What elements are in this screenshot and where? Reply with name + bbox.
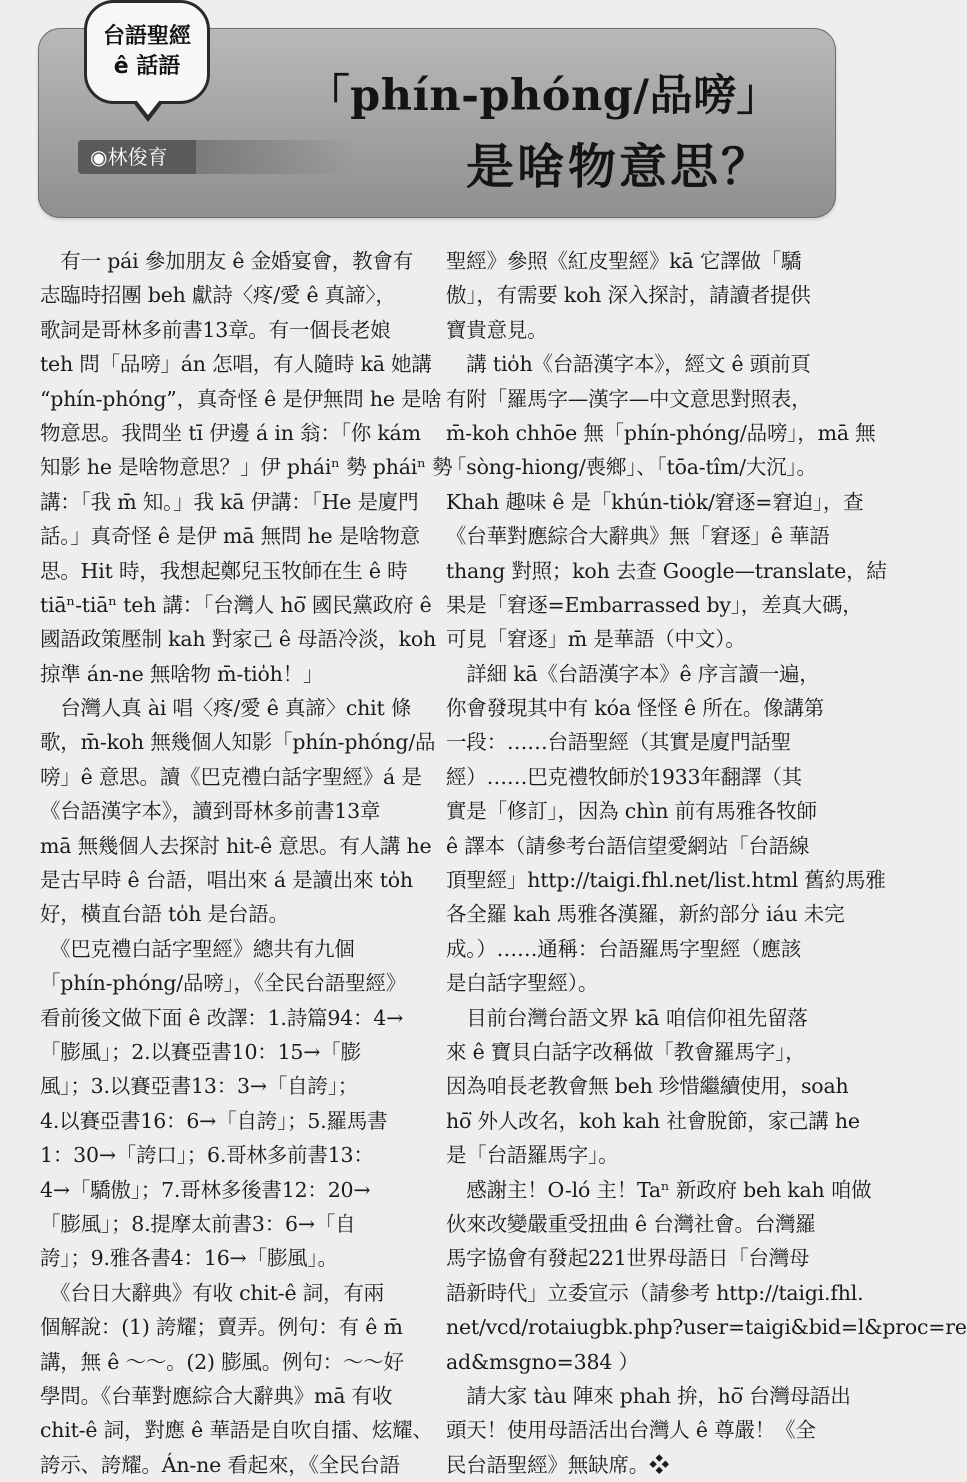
text-line: 語新時代」立委宣示（請參考 http://taigi.fhl. [446, 1280, 864, 1305]
text-line: 台灣人真 ài 唱〈疼/愛 ê 真諦〉chit 條 [40, 696, 412, 721]
text-line: 是「台語羅馬字」。 [446, 1143, 619, 1168]
text-line: hō͘ 外人改名，koh kah 社會脫節，家己講 he [446, 1108, 860, 1133]
text-line: 「膨風」；8.提摩太前書3：6→「自 [40, 1211, 356, 1236]
article-title-line-2: 是啥物意思？ [465, 139, 772, 195]
text-line: 來 ê 寶貝白話字改稱做「教會羅馬字」， [446, 1039, 806, 1064]
text-line: mā 無幾個人去探討 hit-ê 意思。有人講 he [40, 833, 432, 858]
text-line: 果是「窘逐=Embarrassed by」，差真大碼， [446, 592, 863, 617]
text-line: 傲」，有需要 koh 深入探討，請讀者提供 [446, 283, 811, 308]
text-line: 思。Hit 時，我想起鄭兒玉牧師在生 ê 時 [40, 558, 408, 583]
text-line: 因為咱長老教會無 beh 珍惜繼續使用，soah [446, 1074, 849, 1099]
text-line: chit-ê 詞，對應 ê 華語是自吹自擂、炫耀、 [40, 1418, 433, 1443]
text-line: 講：「我 m̄ 知。」我 kā 伊講：「He 是廈門 [40, 489, 419, 514]
article-title-line-1: 「phín-phóng/品嗙」 [306, 71, 780, 121]
text-line: 一段：……台語聖經（其實是廈門話聖 [446, 730, 792, 755]
author-byline: ◉林俊育 [78, 140, 196, 174]
text-line: “phín-phóng”，真奇怪 ê 是伊無問 he 是啥 [40, 386, 442, 411]
text-line: 歌詞是哥林多前書13章。有一個長老娘 [40, 317, 391, 342]
text-line: 風」；3.以賽亞書13：3→「自誇」； [40, 1074, 359, 1099]
right-column [446, 244, 967, 1482]
author-shade [196, 140, 356, 174]
text-line: ê 譯本（請參考台語信望愛網站「台語線 [446, 833, 810, 858]
text-line: 「膨風」；2.以賽亞書10：15→「膨 [40, 1039, 361, 1064]
text-line: 各全羅 kah 馬雅各漢羅，新約部分 iáu 未完 [446, 902, 845, 927]
text-line: 講，無 ê ～～。(2) 膨風。例句：～～好 [40, 1349, 404, 1374]
text-line: m̄-koh chhōe 無「phín-phóng/品嗙」，mā 無 [446, 420, 876, 445]
text-line: 頂聖經」http://taigi.fhl.net/list.html 舊約馬雅 [446, 868, 886, 893]
text-line: 志臨時招團 beh 獻詩〈疼/愛 ê 真諦〉， [40, 283, 396, 308]
text-line: 馬字協會有發起221世界母語日「台灣母 [446, 1246, 810, 1271]
text-line: 你會發現其中有 kóa 怪怪 ê 所在。像講第 [446, 696, 825, 721]
text-line: 誇」；9.雅各書4：16→「膨風」。 [40, 1246, 338, 1271]
text-line: 掠準 án-ne 無啥物 m̄-tio̍h！」 [40, 661, 324, 686]
text-line: 《巴克禮白話字聖經》總共有九個 [40, 936, 355, 961]
text-line: 《台日大辭典》有收 chit-ê 詞，有兩 [40, 1280, 384, 1305]
badge-line-2: ê 話語 [113, 54, 181, 79]
text-line: net/vcd/rotaiugbk.php?user=taigi&bid=l&proc=re [446, 1315, 967, 1340]
text-line: 個解說：(1) 誇耀；賣弄。例句：有 ê m̄ [40, 1315, 403, 1340]
column-badge [84, 0, 210, 104]
text-line: 《台語漢字本》，讀到哥林多前書13章 [40, 799, 381, 824]
text-line: 寶貴意見。 [446, 317, 548, 342]
text-line: thang 對照；koh 去查 Google—translate，結 [446, 558, 887, 583]
text-line: 請大家 tàu 陣來 phah 拚，hō͘ 台灣母語出 [446, 1383, 851, 1408]
text-line: 物意思。我問坐 tī 伊邊 á in 翁：「你 kám [40, 420, 421, 445]
text-line: Khah 趣味 ê 是「khún-tio̍k/窘逐=窘迫」，查 [446, 489, 864, 514]
text-line: 「sòng-hiong/喪鄉」、「tōa-tîm/大沉」。 [446, 455, 817, 480]
text-line: 國語政策壓制 kah 對家己 ê 母語冷淡，koh [40, 627, 437, 652]
text-line: 是白話字聖經）。 [446, 971, 599, 996]
text-line: 話。」真奇怪 ê 是伊 mā 無問 he 是啥物意 [40, 524, 420, 549]
text-line: 目前台灣台語文界 kā 咱信仰祖先留落 [446, 1005, 808, 1030]
text-line: 聖經》參照《紅皮聖經》kā 它譯做「驕 [446, 249, 802, 273]
badge-pointer-inner [133, 96, 163, 115]
text-line: 詳細 kā《台語漢字本》ê 序言讀一遍， [446, 661, 820, 686]
text-line: 經）……巴克禮牧師於1933年翻譯（其 [446, 764, 802, 789]
text-line: 誇示、誇耀。Án-ne 看起來，《全民台語 [40, 1452, 400, 1477]
text-line: 知影 he 是啥物意思？」伊 pháiⁿ 勢 pháiⁿ 勢 [40, 455, 453, 480]
text-line: 看前後文做下面 ê 改譯：1.詩篇94：4→ [40, 1005, 404, 1030]
text-line: 《台華對應綜合大辭典》無「窘逐」ê 華語 [446, 524, 830, 549]
text-line: 4.以賽亞書16：6→「自誇」；5.羅馬書 [40, 1108, 388, 1133]
text-line: 可見「窘逐」m̄ 是華語（中文）。 [446, 627, 746, 652]
text-line: 成。）……通稱：台語羅馬字聖經（應該 [446, 936, 802, 961]
text-line: 民台語聖經》無缺席。❖ [446, 1452, 670, 1477]
text-line: 4→「驕傲」；7.哥林多後書12：20→ [40, 1177, 371, 1202]
text-line: 嗙」ê 意思。讀《巴克禮白話字聖經》á 是 [40, 764, 422, 789]
text-line: 有一 pái 參加朋友 ê 金婚宴會，教會有 [40, 249, 413, 273]
text-line: 感謝主！O-ló 主！Taⁿ 新政府 beh kah 咱做 [446, 1177, 872, 1202]
text-line: 講 tio̍h《台語漢字本》，經文 ê 頭前頁 [446, 352, 811, 377]
text-line: ad&msgno=384 ） [446, 1349, 639, 1374]
text-line: 學問。《台華對應綜合大辭典》mā 有收 [40, 1383, 393, 1408]
text-line: tiāⁿ-tiāⁿ teh 講：「台灣人 hō͘ 國民黨政府 ê [40, 592, 432, 617]
text-line: teh 問「品嗙」án 怎唱，有人隨時 kā 她講 [40, 352, 432, 377]
text-line: 「phín-phóng/品嗙」，《全民台語聖經》 [40, 971, 407, 996]
text-line: 好，橫直台語 to̍h 是台語。 [40, 902, 289, 927]
badge-line-1: 台語聖經 [102, 24, 191, 49]
text-line: 歌，m̄-koh 無幾個人知影「phín-phóng/品 [40, 730, 436, 755]
text-line: 有附「羅馬字—漢字—中文意思對照表， [446, 386, 812, 411]
text-line: 1：30→「誇口」；6.哥林多前書13： [40, 1143, 374, 1168]
text-line: 伙來改變嚴重受扭曲 ê 台灣社會。台灣羅 [446, 1211, 816, 1236]
left-column [40, 244, 453, 1482]
text-line: 是古早時 ê 台語，唱出來 á 是讀出來 to̍h [40, 868, 413, 893]
text-line: 頭天！使用母語活出台灣人 ê 尊嚴！《全 [446, 1418, 816, 1443]
text-line: 實是「修訂」，因為 chìn 前有馬雅各牧師 [446, 799, 817, 824]
